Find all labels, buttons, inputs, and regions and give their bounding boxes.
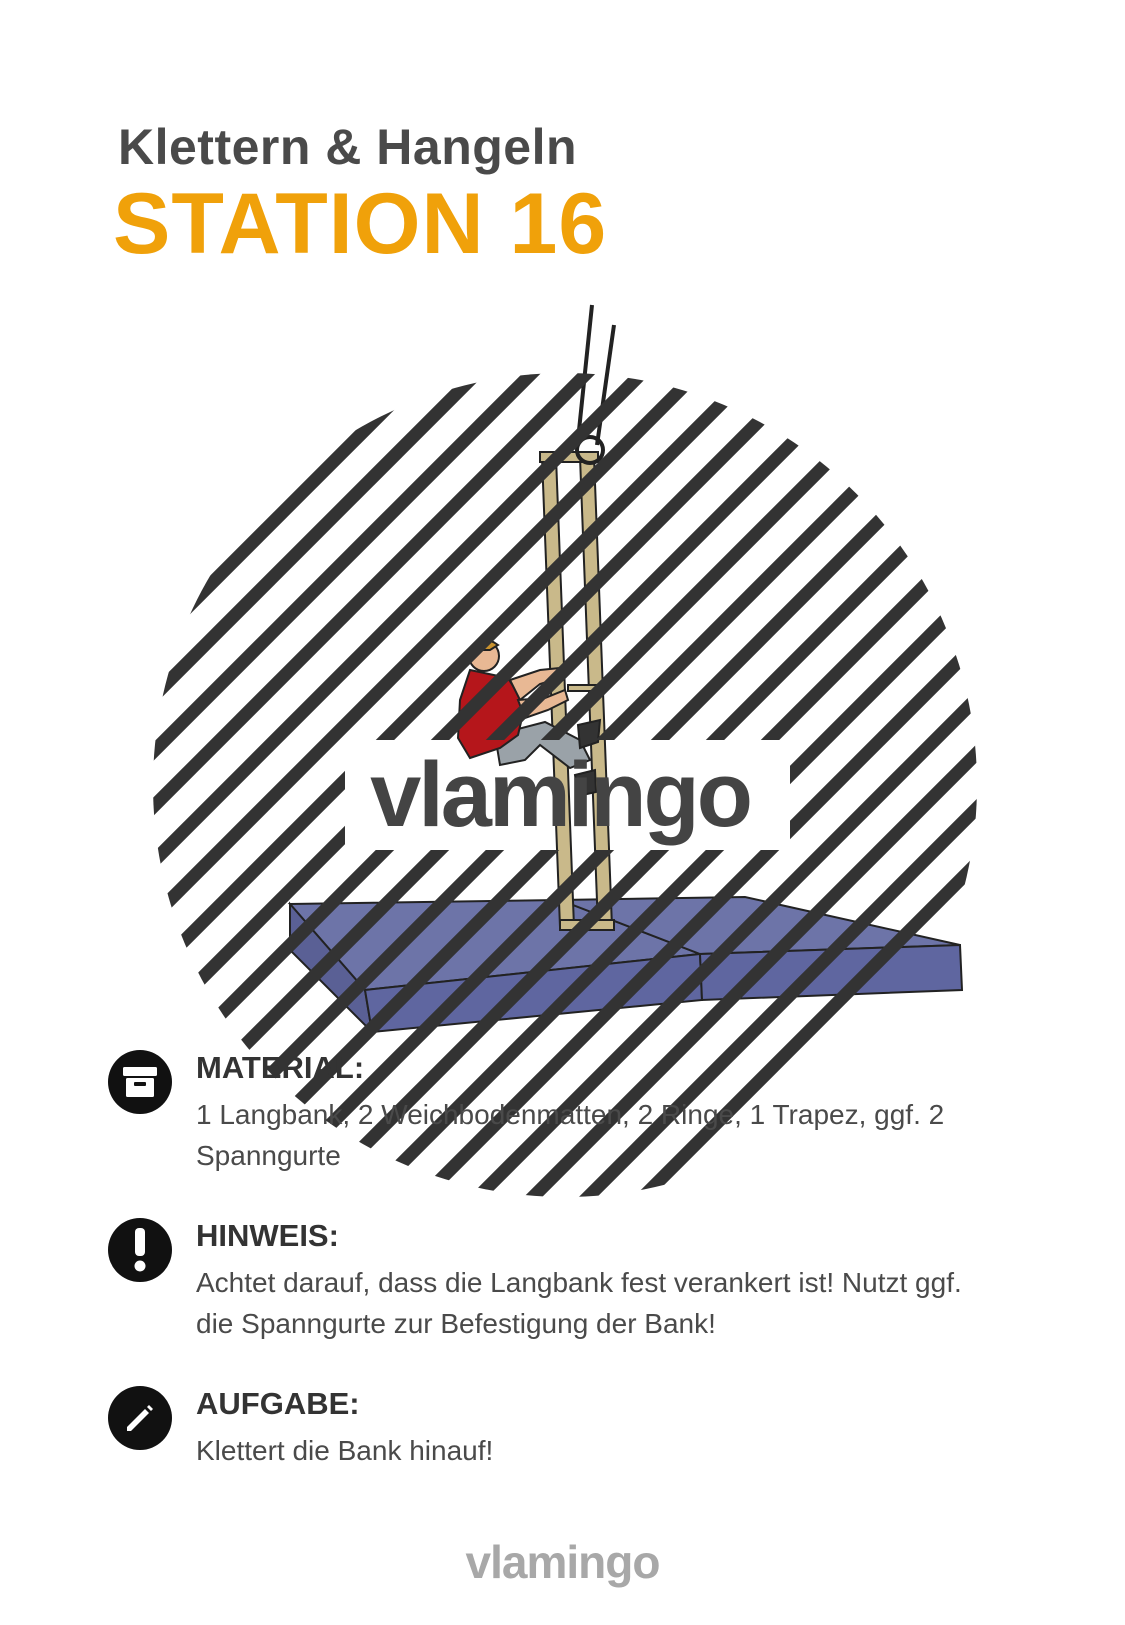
material-text: 1 Langbank, 2 Weichbodenmatten, 2 Ringe, 1 Trapez, ggf. 2 Spanngurte: [196, 1099, 945, 1171]
exclamation-icon: [108, 1218, 172, 1282]
hint-heading: HINWEIS:: [196, 1218, 339, 1253]
page-subtitle: Klettern & Hangeln: [118, 119, 578, 175]
material-heading: MATERIAL:: [196, 1050, 365, 1085]
pencil-icon: [108, 1386, 172, 1450]
page-title: STATION 16: [113, 176, 608, 272]
watermark-logo: vlamingo: [370, 744, 750, 846]
task-text: Klettert die Bank hinauf!: [196, 1435, 494, 1466]
hint-text: Achtet darauf, dass die Langbank fest verankert ist! Nutzt ggf. die Spanngurte zur Befestigung der Bank!: [196, 1267, 962, 1339]
task-heading: AUFGABE:: [196, 1386, 360, 1421]
archive-box-icon: [108, 1050, 172, 1114]
footer-logo: vlamingo: [465, 1536, 660, 1588]
